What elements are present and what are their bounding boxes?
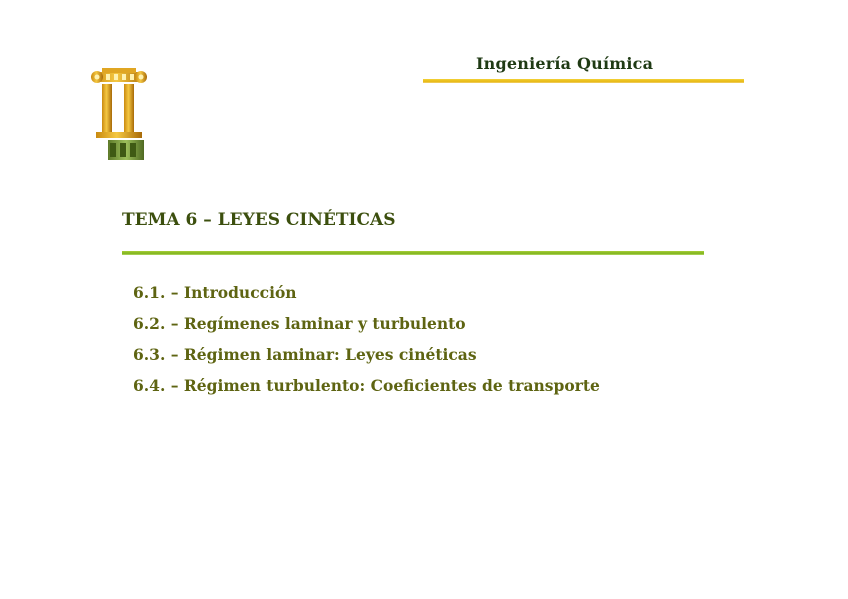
section-divider (122, 251, 704, 255)
topic-item-laminar: 6.3. – Régimen laminar: Leyes cinéticas (133, 345, 477, 364)
header-divider (423, 79, 744, 83)
section-title: TEMA 6 – LEYES CINÉTICAS (122, 210, 396, 230)
column-logo-icon (88, 62, 152, 164)
topic-item-regimes: 6.2. – Regímenes laminar y turbulento (133, 314, 466, 333)
topic-item-turbulent: 6.4. – Régimen turbulento: Coeficientes de transporte (133, 376, 600, 395)
topic-list (133, 283, 600, 407)
topic-item-introduction: 6.1. – Introducción (133, 283, 297, 302)
course-title: Ingeniería Química (476, 54, 654, 73)
